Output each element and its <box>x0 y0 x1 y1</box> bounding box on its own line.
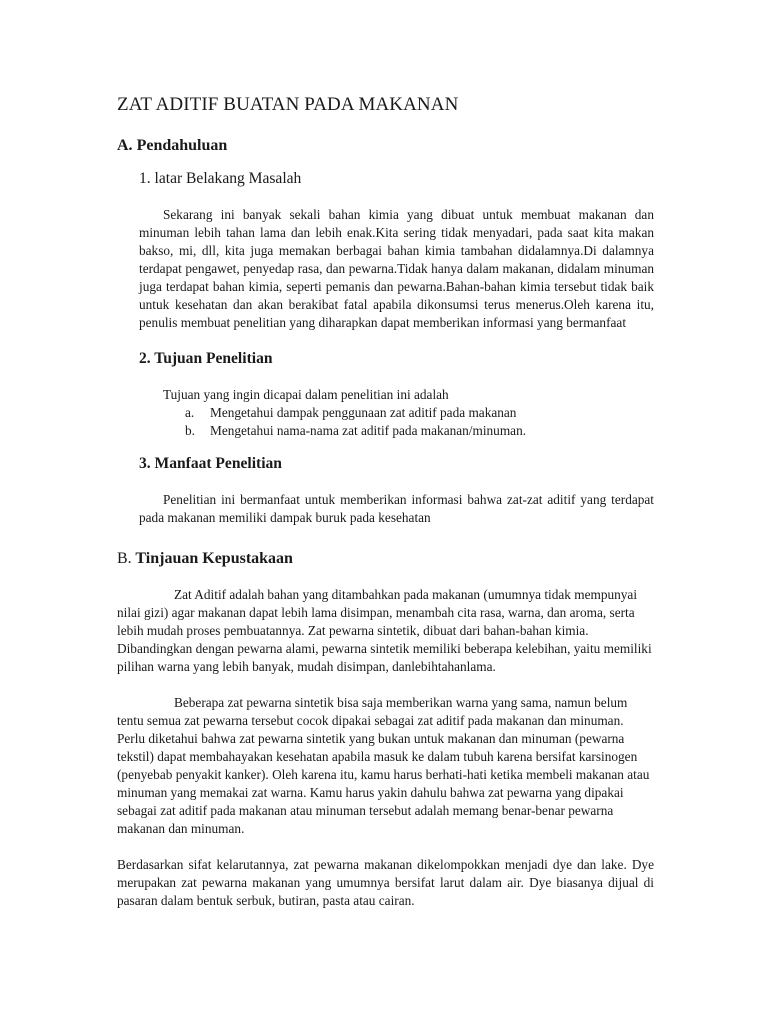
review-paragraph-2: Beberapa zat pewarna sintetik bisa saja memberikan warna yang sama, namun belum tentu semua zat pewarna tersebut cocok dipakai sebagai zat aditif pada makanan dan minuman. Perlu diketahui bahwa zat pewarna sintetik yang bukan untuk makanan dan minuman (pewarna tekstil) dapat membahayakan kesehatan apabila masuk ke dalam tubuh karena bersifat karsinogen (penyebab penyakit kanker). Oleh karena itu, kamu harus berhati-hati ketika membeli makanan atau minuman yang memakai zat warna. Kamu harus yakin dahulu bahwa zat pewarna yang dipakai sebagai zat aditif pada makanan atau minuman tersebut adalah memang benar-benar pewarna makanan dan minuman. <box>117 695 650 836</box>
section-a-letter: A. <box>117 137 133 154</box>
subsection-background-body <box>139 206 654 332</box>
review-paragraph-1: Zat Aditif adalah bahan yang ditambahkan pada makanan (umumnya tidak mempunyai nilai gizi) agar makanan dapat lebih lama disimpan, menambah cita rasa, warna, dan aroma, serta lebih mudah proses pembuatannya. Zat pewarna sintetik, dibuat dari bahan-bahan kimia. Dibandingkan dengan pewarna alami, pewarna sintetik memiliki beberapa kelebihan, yaitu memiliki pilihan warna yang lebih banyak, mudah disimpan, danlebihtahanlama. <box>117 587 652 674</box>
section-a-heading <box>117 136 654 156</box>
list-item <box>185 404 654 422</box>
subsection-objectives-body <box>139 386 654 440</box>
section-b-letter: B. <box>117 550 132 567</box>
subsection-background-heading: 1. latar Belakang Masalah <box>139 170 302 187</box>
list-marker: a. <box>185 405 195 420</box>
review-paragraph-3: Berdasarkan sifat kelarutannya, zat pewarna makanan dikelompokkan menjadi dye dan lake. Dye merupakan zat pewarna makanan yang umumnya bersifat larut dalam air. Dye biasanya dijual di pasaran dalam bentuk serbuk, butiran, pasta atau cairan. <box>117 857 654 908</box>
list-marker: b. <box>185 423 195 438</box>
list-item-text: Mengetahui dampak penggunaan zat aditif pada makanan <box>210 405 517 420</box>
objectives-intro: Tujuan yang ingin dicapai dalam penelitian ini adalah <box>163 387 449 402</box>
background-paragraph: Sekarang ini banyak sekali bahan kimia yang dibuat untuk membuat makanan dan minuman lebih tahan lama dan lebih enak.Kita sering tidak menyadari, pada saat kita makan bakso, mi, dll, kita juga memakan berbagai bahan kimia tambahan didalamnya.Di dalamnya terdapat pengawet, penyedap rasa, dan pewarna.Tidak hanya dalam makanan, didalam minuman juga terdapat bahan kimia, seperti pemanis dan pewarna.Bahan-bahan kimia tersebut tidak baik untuk kesehatan dan akan berakibat fatal apabila dikonsumsi terus menerus.Oleh karena itu, penulis membuat penelitian yang diharapkan dapat memberikan informasi yang bermanfaat <box>139 207 654 330</box>
benefits-paragraph: Penelitian ini bermanfaat untuk memberikan informasi bahwa zat-zat aditif yang terdapat pada makanan memiliki dampak buruk pada kesehatan <box>139 492 654 525</box>
subsection-objectives-heading: 2. Tujuan Penelitian <box>139 350 273 367</box>
subsection-benefits-heading: 3. Manfaat Penelitian <box>139 455 282 472</box>
subsection-benefits-body <box>139 491 654 527</box>
objectives-list <box>139 404 654 440</box>
section-b-title: Tinjauan Kepustakaan <box>135 550 293 567</box>
section-a-title: Pendahuluan <box>136 137 228 154</box>
section-b-heading <box>117 549 654 569</box>
document-title: ZAT ADITIF BUATAN PADA MAKANAN <box>117 94 459 115</box>
list-item-text: Mengetahui nama-nama zat aditif pada makanan/minuman. <box>210 423 527 438</box>
list-item <box>185 422 654 440</box>
literature-review-body <box>117 586 654 910</box>
